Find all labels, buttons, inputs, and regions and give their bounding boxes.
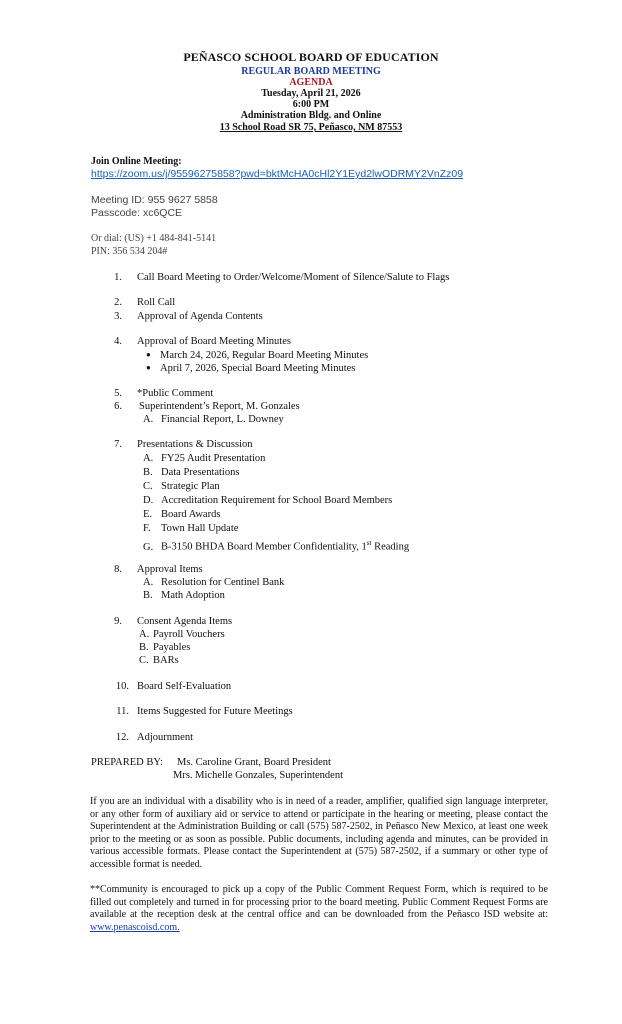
- agenda-subitem: [139, 642, 190, 654]
- subitem-letter: C.: [143, 481, 153, 492]
- subitem-text: Resolution for Centinel Bank: [161, 577, 285, 588]
- agenda-subitem: [139, 629, 225, 641]
- subitem-letter: B.: [143, 590, 153, 601]
- pin: PIN: 356 534 204#: [91, 246, 168, 257]
- item-number: 9.: [114, 616, 122, 627]
- subitem-text: Accreditation Requirement for School Board Members: [161, 495, 393, 506]
- subitem-letter: G.: [143, 541, 154, 553]
- agenda-item: *Public Comment: [137, 388, 214, 399]
- agenda-item: Approval of Agenda Contents: [137, 311, 263, 322]
- agenda-item: Items Suggested for Future Meetings: [137, 706, 293, 717]
- doc-type: AGENDA: [289, 77, 333, 88]
- subitem-text: Math Adoption: [161, 590, 225, 601]
- subitem-text: FY25 Audit Presentation: [161, 453, 266, 464]
- bullet-icon: ●: [146, 350, 151, 359]
- agenda-subitem: [139, 655, 179, 667]
- online-label-text: Join Online Meeting:: [91, 156, 182, 167]
- prepared-label: PREPARED BY:: [91, 757, 163, 768]
- agenda-bullet: [146, 349, 368, 362]
- item-number: 1.: [114, 272, 122, 283]
- subitem-letter: D.: [143, 495, 154, 506]
- subitem-letter: A.: [143, 453, 154, 464]
- agenda-subitem: [143, 577, 284, 589]
- agenda-subitem: [143, 509, 220, 521]
- agenda-subitem: [143, 495, 392, 507]
- agenda-subitem: [143, 414, 284, 426]
- subitem-text: BARs: [153, 655, 179, 666]
- subitem-letter: A.: [139, 629, 150, 640]
- meeting-date: Tuesday, April 21, 2026: [261, 88, 361, 99]
- item-number: 7.: [114, 439, 122, 450]
- meeting-address: 13 School Road SR 75, Peñasco, NM 87553: [219, 122, 403, 133]
- subitem-letter: B.: [143, 467, 153, 478]
- dial-in: Or dial: (US) +1 484-841-5141: [91, 233, 217, 244]
- item-number: 8.: [114, 564, 122, 575]
- agenda-subitem: [143, 467, 239, 479]
- item-number: 11.: [116, 706, 129, 717]
- agenda-item: Approval of Board Meeting Minutes: [137, 336, 291, 347]
- ordinal-suffix: st: [366, 539, 372, 547]
- subitem-letter: B.: [139, 642, 149, 653]
- accessibility-notice: If you are an individual with a disability who is in need of a reader, amplifier, qualified sign language interpreter, or any other form of auxiliary aid or service to attend or participate in the hearing or meeting, please contact the Superintendent at the Administration Building or call (575) 587-2502, in Peñasco New Mexico, at least one week prior to the meeting or as soon as possible. Public documents, including agenda and minutes, can be provided in various accessible formats. Please contact the Superintendent at (575) 587-2502, if a summary or other type of accessible format is needed.: [90, 796, 548, 870]
- prepared-name-superintendent: Mrs. Michelle Gonzales, Superintendent: [173, 770, 343, 781]
- agenda-item: Adjournment: [137, 732, 193, 743]
- subitem-letter: C.: [139, 655, 149, 666]
- item-number: 5.: [114, 388, 122, 399]
- subitem-letter: E.: [143, 509, 153, 520]
- agenda-item: Call Board Meeting to Order/Welcome/Moment of Silence/Salute to Flags: [137, 272, 450, 283]
- passcode: Passcode: xc6QCE: [91, 207, 183, 219]
- agenda-subitem: [143, 537, 409, 554]
- agenda-subitem: [143, 590, 225, 602]
- item-number: 2.: [114, 297, 122, 308]
- zoom-link[interactable]: https://zoom.us/j/95596275858?pwd=bktMcHA0cHl2Y1Eyd2lwODRMY2VnZz09: [91, 168, 464, 180]
- public-comment-notice: [90, 884, 548, 934]
- subitem-text: Payroll Vouchers: [153, 629, 225, 640]
- item-number: 3.: [114, 311, 122, 322]
- agenda-subitem: [143, 453, 265, 465]
- subitem-text: Payables: [153, 642, 191, 653]
- subitem-text: Strategic Plan: [161, 481, 220, 492]
- subitem-text: Town Hall Update: [161, 523, 239, 534]
- bullet-text: March 24, 2026, Regular Board Meeting Minutes: [160, 350, 369, 361]
- agenda-subitem: [143, 523, 238, 535]
- website-link[interactable]: www.penascoisd.com.: [90, 921, 180, 933]
- item-number: 10.: [115, 681, 129, 692]
- org-title: PEÑASCO SCHOOL BOARD OF EDUCATION: [183, 50, 439, 64]
- meeting-location: Administration Bldg. and Online: [240, 110, 382, 121]
- item-number: 4.: [114, 336, 122, 347]
- agenda-item: Superintendent’s Report, M. Gonzales: [139, 401, 300, 412]
- agenda-item: Consent Agenda Items: [137, 616, 233, 627]
- agenda-item: Presentations & Discussion: [137, 439, 253, 450]
- meeting-id: Meeting ID: 955 9627 5858: [91, 194, 218, 206]
- subitem-text: Financial Report, L. Downey: [161, 414, 284, 425]
- agenda-subitem: [143, 481, 220, 493]
- item-number: 6.: [114, 401, 122, 412]
- prepared-name-president: Ms. Caroline Grant, Board President: [177, 757, 331, 768]
- subitem-letter: F.: [143, 523, 151, 534]
- subitem-text: B-3150 BHDA Board Member Confidentiality, 1: [161, 541, 367, 553]
- public-comment-text: **Community is encouraged to pick up a copy of the Public Comment Request Form, which is required to be filled out completely and turned in for processing prior to the board meeting. Public Comment Request Forms are available at the reception desk at the central office and can be downloaded from the Peñasco ISD website at:: [90, 884, 548, 921]
- meeting-time: 6:00 PM: [292, 99, 330, 110]
- item-number: 12.: [115, 732, 129, 743]
- subitem-text: Data Presentations: [161, 467, 240, 478]
- agenda-item: Board Self-Evaluation: [137, 681, 232, 692]
- agenda-item: Roll Call: [137, 297, 176, 308]
- subitem-letter: A.: [143, 414, 154, 425]
- agenda-bullet: [146, 362, 355, 375]
- bullet-icon: ●: [146, 363, 151, 372]
- subitem-text-end: Reading: [371, 541, 410, 553]
- bullet-text: April 7, 2026, Special Board Meeting Minutes: [160, 363, 356, 374]
- subitem-letter: A.: [143, 577, 154, 588]
- meeting-type: REGULAR BOARD MEETING: [241, 66, 381, 77]
- subitem-text: Board Awards: [161, 509, 221, 520]
- online-label: [91, 156, 182, 168]
- agenda-item: Approval Items: [137, 564, 203, 575]
